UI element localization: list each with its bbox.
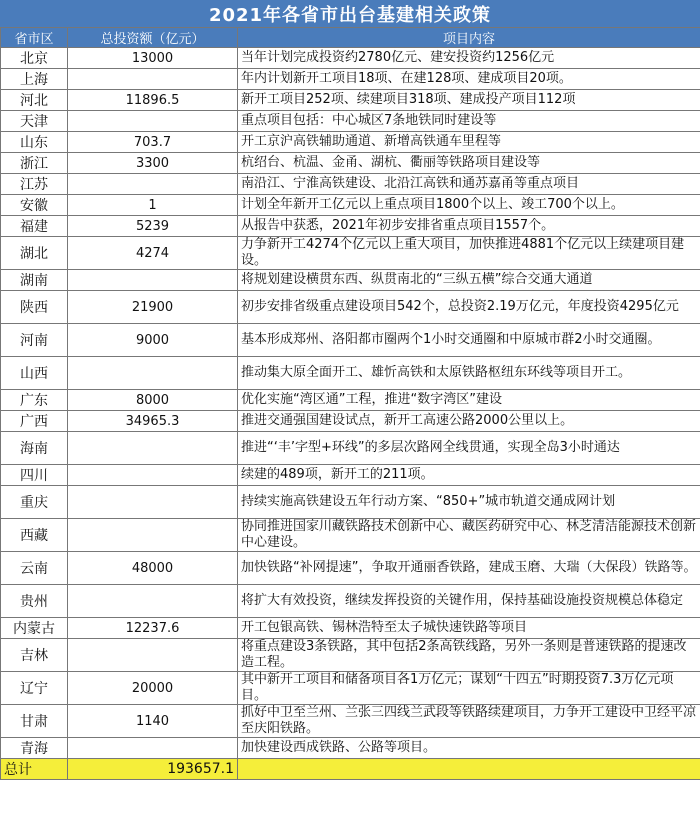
investment-cell: 1140: [68, 705, 238, 738]
investment-cell: 9000: [68, 324, 238, 357]
table-row: [1, 237, 700, 270]
province-cell: 广西: [1, 411, 68, 432]
investment-cell: [68, 738, 238, 759]
province-cell: 上海: [1, 69, 68, 90]
content-cell: 从报告中获悉，2021年初步安排省重点项目1557个。: [238, 216, 700, 237]
province-cell: 浙江: [1, 153, 68, 174]
investment-cell: 20000: [68, 672, 238, 705]
content-cell: 开工京沪高铁辅助通道、新增高铁通车里程等: [238, 132, 700, 153]
table-row: [1, 270, 700, 291]
content-cell: 计划全年新开工亿元以上重点项目1800个以上、竣工700个以上。: [238, 195, 700, 216]
province-cell: 江苏: [1, 174, 68, 195]
investment-cell: [68, 69, 238, 90]
content-cell: 将重点建设3条铁路，其中包括2条高铁线路，另外一条则是普速铁路的提速改造工程。: [238, 639, 700, 672]
table-row: [1, 519, 700, 552]
table-row: [1, 672, 700, 705]
content-cell: 协同推进国家川藏铁路技术创新中心、藏医药研究中心、林芝清洁能源技术创新中心建设。: [238, 519, 700, 552]
table-row: [1, 48, 700, 69]
investment-cell: 11896.5: [68, 90, 238, 111]
investment-cell: [68, 639, 238, 672]
table-row: [1, 390, 700, 411]
content-cell: 力争新开工4274个亿元以上重大项目，加快推进4881个亿元以上续建项目建设。: [238, 237, 700, 270]
investment-cell: 21900: [68, 291, 238, 324]
header-row: [1, 28, 700, 48]
table-row: [1, 216, 700, 237]
content-cell: 初步安排省级重点建设项目542个，总投资2.19万亿元，年度投资4295亿元: [238, 291, 700, 324]
province-cell: 天津: [1, 111, 68, 132]
table-row: [1, 585, 700, 618]
content-cell: 将规划建设横贯东西、纵贯南北的“三纵五横”综合交通大通道: [238, 270, 700, 291]
content-cell: 续建的489项，新开工的211项。: [238, 465, 700, 486]
province-cell: 湖北: [1, 237, 68, 270]
total-content: [238, 759, 700, 780]
province-cell: 西藏: [1, 519, 68, 552]
province-cell: 四川: [1, 465, 68, 486]
investment-cell: [68, 357, 238, 390]
table-row: [1, 324, 700, 357]
sheet-title: 2021年各省市出台基建相关政策: [0, 0, 700, 27]
content-cell: 新开工项目252项、续建项目318项、建成投产项目112项: [238, 90, 700, 111]
investment-cell: 3300: [68, 153, 238, 174]
table-row: [1, 639, 700, 672]
content-cell: 杭绍台、杭温、金甬、湖杭、衢丽等铁路项目建设等: [238, 153, 700, 174]
province-cell: 内蒙古: [1, 618, 68, 639]
table-row: [1, 432, 700, 465]
policy-table: [0, 27, 700, 780]
content-cell: 将扩大有效投资，继续发挥投资的关键作用，保持基础设施投资规模总体稳定: [238, 585, 700, 618]
content-cell: 加快铁路“补网提速”，争取开通丽香铁路，建成玉磨、大瑞（大保段）铁路等。: [238, 552, 700, 585]
table-row: [1, 69, 700, 90]
investment-cell: [68, 465, 238, 486]
content-cell: 推动集大原全面开工、雄忻高铁和太原铁路枢纽东环线等项目开工。: [238, 357, 700, 390]
table-row: [1, 411, 700, 432]
content-cell: 基本形成郑州、洛阳都市圈两个1小时交通圈和中原城市群2小时交通圈。: [238, 324, 700, 357]
province-cell: 北京: [1, 48, 68, 69]
content-cell: 开工包银高铁、锡林浩特至太子城快速铁路等项目: [238, 618, 700, 639]
province-cell: 青海: [1, 738, 68, 759]
province-cell: 甘肃: [1, 705, 68, 738]
province-cell: 广东: [1, 390, 68, 411]
content-cell: 其中新开工项目和储备项目各1万亿元；谋划“十四五”时期投资7.3万亿元项目。: [238, 672, 700, 705]
province-cell: 海南: [1, 432, 68, 465]
header-investment: 总投资额（亿元）: [68, 28, 238, 48]
content-cell: 重点项目包括：中心城区7条地铁同时建设等: [238, 111, 700, 132]
table-row: [1, 111, 700, 132]
table-row: [1, 291, 700, 324]
table-row: [1, 705, 700, 738]
province-cell: 云南: [1, 552, 68, 585]
investment-cell: [68, 432, 238, 465]
content-cell: 推进“‘丰’字型+环线”的多层次路网全线贯通，实现全岛3小时通达: [238, 432, 700, 465]
province-cell: 辽宁: [1, 672, 68, 705]
content-cell: 年内计划新开工项目18项、在建128项、建成项目20项。: [238, 69, 700, 90]
province-cell: 山东: [1, 132, 68, 153]
table-row: [1, 90, 700, 111]
content-cell: 当年计划完成投资约2780亿元、建安投资约1256亿元: [238, 48, 700, 69]
header-province: 省市区: [1, 28, 68, 48]
investment-cell: 34965.3: [68, 411, 238, 432]
investment-cell: [68, 270, 238, 291]
total-amount: 193657.1: [68, 759, 238, 780]
investment-cell: 5239: [68, 216, 238, 237]
table-row: [1, 465, 700, 486]
investment-cell: [68, 174, 238, 195]
province-cell: 河南: [1, 324, 68, 357]
investment-cell: [68, 486, 238, 519]
investment-cell: 48000: [68, 552, 238, 585]
header-content: 项目内容: [238, 28, 700, 48]
content-cell: 优化实施“湾区通”工程，推进“数字湾区”建设: [238, 390, 700, 411]
province-cell: 贵州: [1, 585, 68, 618]
province-cell: 河北: [1, 90, 68, 111]
investment-cell: 12237.6: [68, 618, 238, 639]
table-row: [1, 195, 700, 216]
content-cell: 持续实施高铁建设五年行动方案、“850+”城市轨道交通成网计划: [238, 486, 700, 519]
table-row: [1, 132, 700, 153]
table-row: [1, 552, 700, 585]
investment-cell: 4274: [68, 237, 238, 270]
investment-cell: [68, 111, 238, 132]
table-row: [1, 618, 700, 639]
investment-cell: 1: [68, 195, 238, 216]
total-label: 总计: [1, 759, 68, 780]
province-cell: 福建: [1, 216, 68, 237]
table-row: [1, 738, 700, 759]
table-row: [1, 174, 700, 195]
investment-cell: 703.7: [68, 132, 238, 153]
province-cell: 陕西: [1, 291, 68, 324]
province-cell: 吉林: [1, 639, 68, 672]
table-row: [1, 153, 700, 174]
table-body: [1, 48, 700, 759]
investment-cell: 13000: [68, 48, 238, 69]
investment-cell: [68, 519, 238, 552]
province-cell: 湖南: [1, 270, 68, 291]
table-row: [1, 486, 700, 519]
content-cell: 南沿江、宁淮高铁建设、北沿江高铁和通苏嘉甬等重点项目: [238, 174, 700, 195]
province-cell: 山西: [1, 357, 68, 390]
content-cell: 推进交通强国建设试点，新开工高速公路2000公里以上。: [238, 411, 700, 432]
province-cell: 重庆: [1, 486, 68, 519]
content-cell: 抓好中卫至兰州、兰张三四线兰武段等铁路续建项目，力争开工建设中卫经平凉至庆阳铁路。: [238, 705, 700, 738]
content-cell: 加快建设西成铁路、公路等项目。: [238, 738, 700, 759]
table-row: [1, 357, 700, 390]
investment-cell: 8000: [68, 390, 238, 411]
total-row: [1, 759, 700, 780]
province-cell: 安徽: [1, 195, 68, 216]
investment-cell: [68, 585, 238, 618]
